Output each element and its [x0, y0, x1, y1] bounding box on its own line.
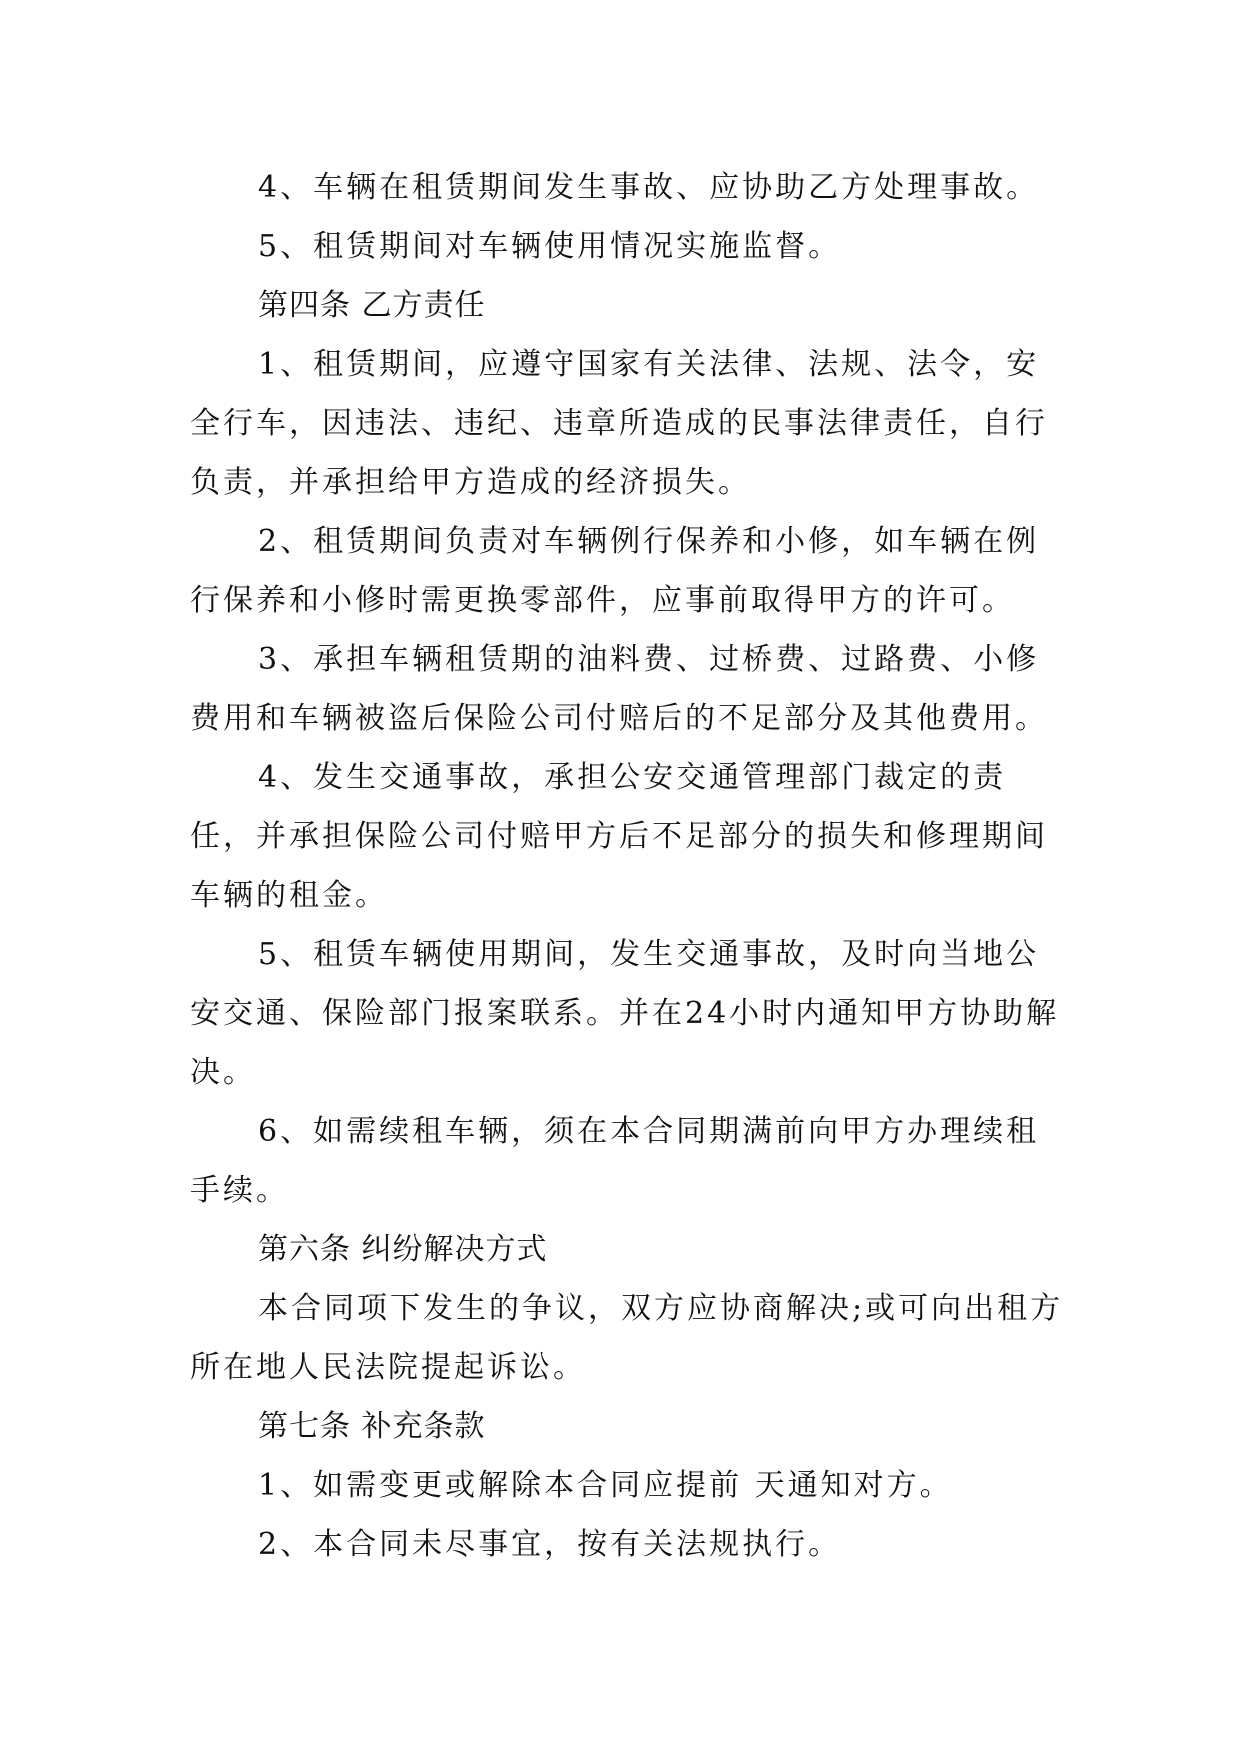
- article-7-heading: 第七条 补充条款: [258, 1409, 486, 1444]
- supplementary-clause-2: 2、本合同未尽事宜，按有关法规执行。: [258, 1527, 842, 1562]
- document-body: [190, 158, 1070, 1574]
- article-6-heading: 第六条 纠纷解决方式: [258, 1232, 548, 1267]
- dispute-resolution-text: 本合同项下发生的争议，双方应协商解决;或可向出租方所在地人民法院提起诉讼。: [190, 1291, 1064, 1385]
- article-4-heading: 第四条 乙方责任: [258, 288, 486, 323]
- clause-lessee-5: 5、租赁车辆使用期间，发生交通事故，及时向当地公安交通、保险部门报案联系。并在24小时内通知甲方协助解决。: [190, 937, 1060, 1090]
- clause-lessee-6: 6、如需续租车辆，须在本合同期满前向甲方办理续租手续。: [190, 1114, 1040, 1208]
- supplementary-clause-1: 1、如需变更或解除本合同应提前 天通知对方。: [258, 1468, 953, 1503]
- clause-lessee-2: 2、租赁期间负责对车辆例行保养和小修，如车辆在例行保养和小修时需更换零部件，应事前取得甲方的许可。: [190, 524, 1040, 618]
- clause-lessor-5: 5、租赁期间对车辆使用情况实施监督。: [258, 229, 842, 264]
- clause-lessee-4: 4、发生交通事故，承担公安交通管理部门裁定的责任，并承担保险公司付赔甲方后不足部分的损失和修理期间车辆的租金。: [190, 760, 1048, 913]
- clause-lessee-1: 1、租赁期间，应遵守国家有关法律、法规、法令，安全行车，因违法、违纪、违章所造成的民事法律责任，自行负责，并承担给甲方造成的经济损失。: [190, 347, 1048, 500]
- clause-lessor-4: 4、车辆在租赁期间发生事故、应协助乙方处理事故。: [258, 170, 1040, 205]
- clause-lessee-3: 3、承担车辆租赁期的油料费、过桥费、过路费、小修费用和车辆被盗后保险公司付赔后的不足部分及其他费用。: [190, 642, 1048, 736]
